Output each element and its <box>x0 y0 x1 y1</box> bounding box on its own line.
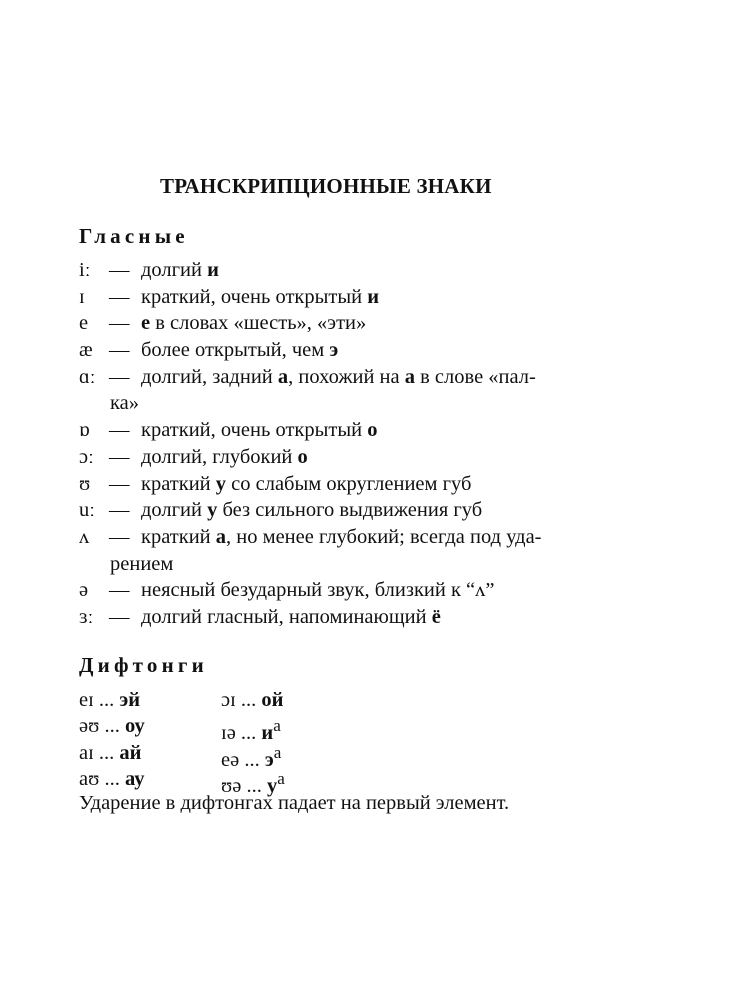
diphthong-right <box>221 687 283 713</box>
desc-bold: о <box>297 445 308 468</box>
diphthong-symbol: əʊ ... <box>79 715 125 738</box>
desc-bold: э <box>329 339 339 362</box>
desc-text: краткий, очень открытый <box>141 285 368 308</box>
diphthong-russian: у <box>266 775 278 797</box>
diphthong-russian: ой <box>261 689 284 711</box>
diphthong-russian: и <box>261 722 274 745</box>
vowel-symbol: ə <box>79 579 89 602</box>
vowel-symbol: ɔː <box>79 445 94 468</box>
desc-text: со слабым округлением губ <box>226 472 472 495</box>
vowel-row <box>79 444 639 471</box>
desc-text: долгий, глубокий <box>141 445 298 468</box>
desc-text: в слове «пал- <box>415 365 536 388</box>
diphthong-left <box>79 766 144 792</box>
vowel-row <box>79 497 639 524</box>
diphthong-left <box>79 713 145 739</box>
vowel-row <box>79 337 639 364</box>
diphthong-russian: ай <box>119 741 142 764</box>
desc-bold: у <box>215 472 227 495</box>
diphthong-symbol: ɔɪ ... <box>221 689 262 711</box>
vowel-symbol: ʌ <box>79 525 90 548</box>
desc-text: , но менее глубокий; всегда под уда- <box>226 525 542 548</box>
desc-text: неясный безударный звук, близкий к “ʌ” <box>141 579 495 602</box>
desc-text: краткий <box>141 525 216 548</box>
vowel-row <box>79 284 639 311</box>
vowel-symbol: uː <box>79 499 95 522</box>
diphthongs-heading: Дифтонги <box>79 653 208 677</box>
vowels-heading: Гласные <box>79 224 189 248</box>
dash: — <box>109 445 130 468</box>
diphthong-row <box>79 687 639 713</box>
diphthong-russian: эй <box>119 689 141 711</box>
desc-bold: е <box>141 312 151 335</box>
dash: — <box>109 285 130 308</box>
stress-note: Ударение в дифтонгах падает на первый элемент. <box>79 792 510 814</box>
dash: — <box>109 605 130 628</box>
dash: — <box>109 499 130 522</box>
vowel-description <box>141 577 495 604</box>
vowel-symbol: e <box>79 312 89 335</box>
vowel-row <box>79 257 639 284</box>
dash: — <box>109 259 130 281</box>
desc-text: в словах «шесть», «эти» <box>150 312 367 335</box>
vowel-symbol: ɪ <box>79 285 85 308</box>
vowel-row-continuation <box>79 390 639 417</box>
vowel-description <box>141 471 471 498</box>
dash: — <box>109 312 130 335</box>
vowel-description <box>141 257 219 284</box>
diphthong-row <box>79 740 639 771</box>
diphthong-symbol: eə ... <box>221 748 265 771</box>
desc-text: более открытый, чем <box>141 339 330 362</box>
dash: — <box>109 525 130 548</box>
diphthong-symbol: aɪ ... <box>79 741 120 764</box>
diphthong-row <box>79 713 639 745</box>
dash: — <box>109 419 130 442</box>
desc-bold: а <box>277 365 289 388</box>
diphthongs-list <box>79 687 639 797</box>
diphthong-symbol: ʊə ... <box>221 775 267 797</box>
vowel-description <box>141 364 536 391</box>
vowel-row-continuation <box>79 551 639 578</box>
vowel-description <box>141 337 338 364</box>
diphthong-symbol: ɪə ... <box>221 722 262 745</box>
vowel-description <box>141 310 366 337</box>
dash: — <box>109 472 130 495</box>
diphthong-superscript: а <box>273 742 282 762</box>
vowel-row <box>79 364 639 391</box>
diphthong-symbol: eɪ ... <box>79 689 120 711</box>
desc-text: краткий, очень открытый <box>141 419 368 442</box>
vowel-description <box>141 444 308 471</box>
vowel-row <box>79 471 639 498</box>
page-title: ТРАНСКРИПЦИОННЫЕ ЗНАКИ <box>160 174 492 198</box>
desc-bold: и <box>207 259 219 281</box>
vowel-symbol: ɒ <box>79 419 90 442</box>
diphthong-superscript: а <box>273 716 281 736</box>
dash: — <box>109 339 130 362</box>
diphthong-superscript: а <box>277 769 285 789</box>
vowels-list <box>79 257 639 631</box>
vowel-row <box>79 310 639 337</box>
vowel-description <box>141 524 542 551</box>
diphthong-russian: оу <box>124 715 145 738</box>
dash: — <box>109 365 130 388</box>
diphthong-symbol: aʊ ... <box>79 768 125 791</box>
vowel-symbol: iː <box>79 259 91 281</box>
vowel-symbol: ɑː <box>79 365 96 388</box>
desc-text: , похожий на <box>288 365 405 388</box>
desc-text: долгий, задний <box>141 365 278 388</box>
desc-bold: у <box>207 499 218 522</box>
desc-text: рением <box>110 552 174 575</box>
vowel-row <box>79 417 639 444</box>
desc-bold: ё <box>431 605 441 628</box>
desc-bold: а <box>215 525 227 548</box>
desc-text: долгий <box>141 499 208 522</box>
vowel-symbol: ʊ <box>79 472 91 495</box>
diphthong-russian: ау <box>124 768 145 791</box>
desc-text: долгий <box>141 259 208 281</box>
desc-text: ка» <box>110 392 139 415</box>
dash: — <box>109 579 130 602</box>
desc-text: долгий гласный, напоминающий <box>141 605 432 628</box>
diphthong-left <box>79 687 140 713</box>
vowel-description <box>141 417 377 444</box>
diphthong-left <box>79 740 141 766</box>
vowel-symbol: ɜː <box>79 605 94 628</box>
desc-bold: а <box>404 365 415 388</box>
vowel-description <box>141 604 441 631</box>
vowel-row <box>79 577 639 604</box>
diphthong-row <box>79 766 639 797</box>
vowel-symbol: æ <box>79 339 93 362</box>
desc-bold: о <box>367 419 378 442</box>
vowel-row <box>79 524 639 551</box>
desc-bold: и <box>367 285 380 308</box>
desc-text: краткий <box>141 472 216 495</box>
vowel-description <box>141 497 482 524</box>
diphthong-russian: э <box>264 748 274 771</box>
vowel-row <box>79 604 639 631</box>
desc-text: без сильного выдвижения губ <box>217 499 483 522</box>
vowel-description <box>141 284 379 311</box>
